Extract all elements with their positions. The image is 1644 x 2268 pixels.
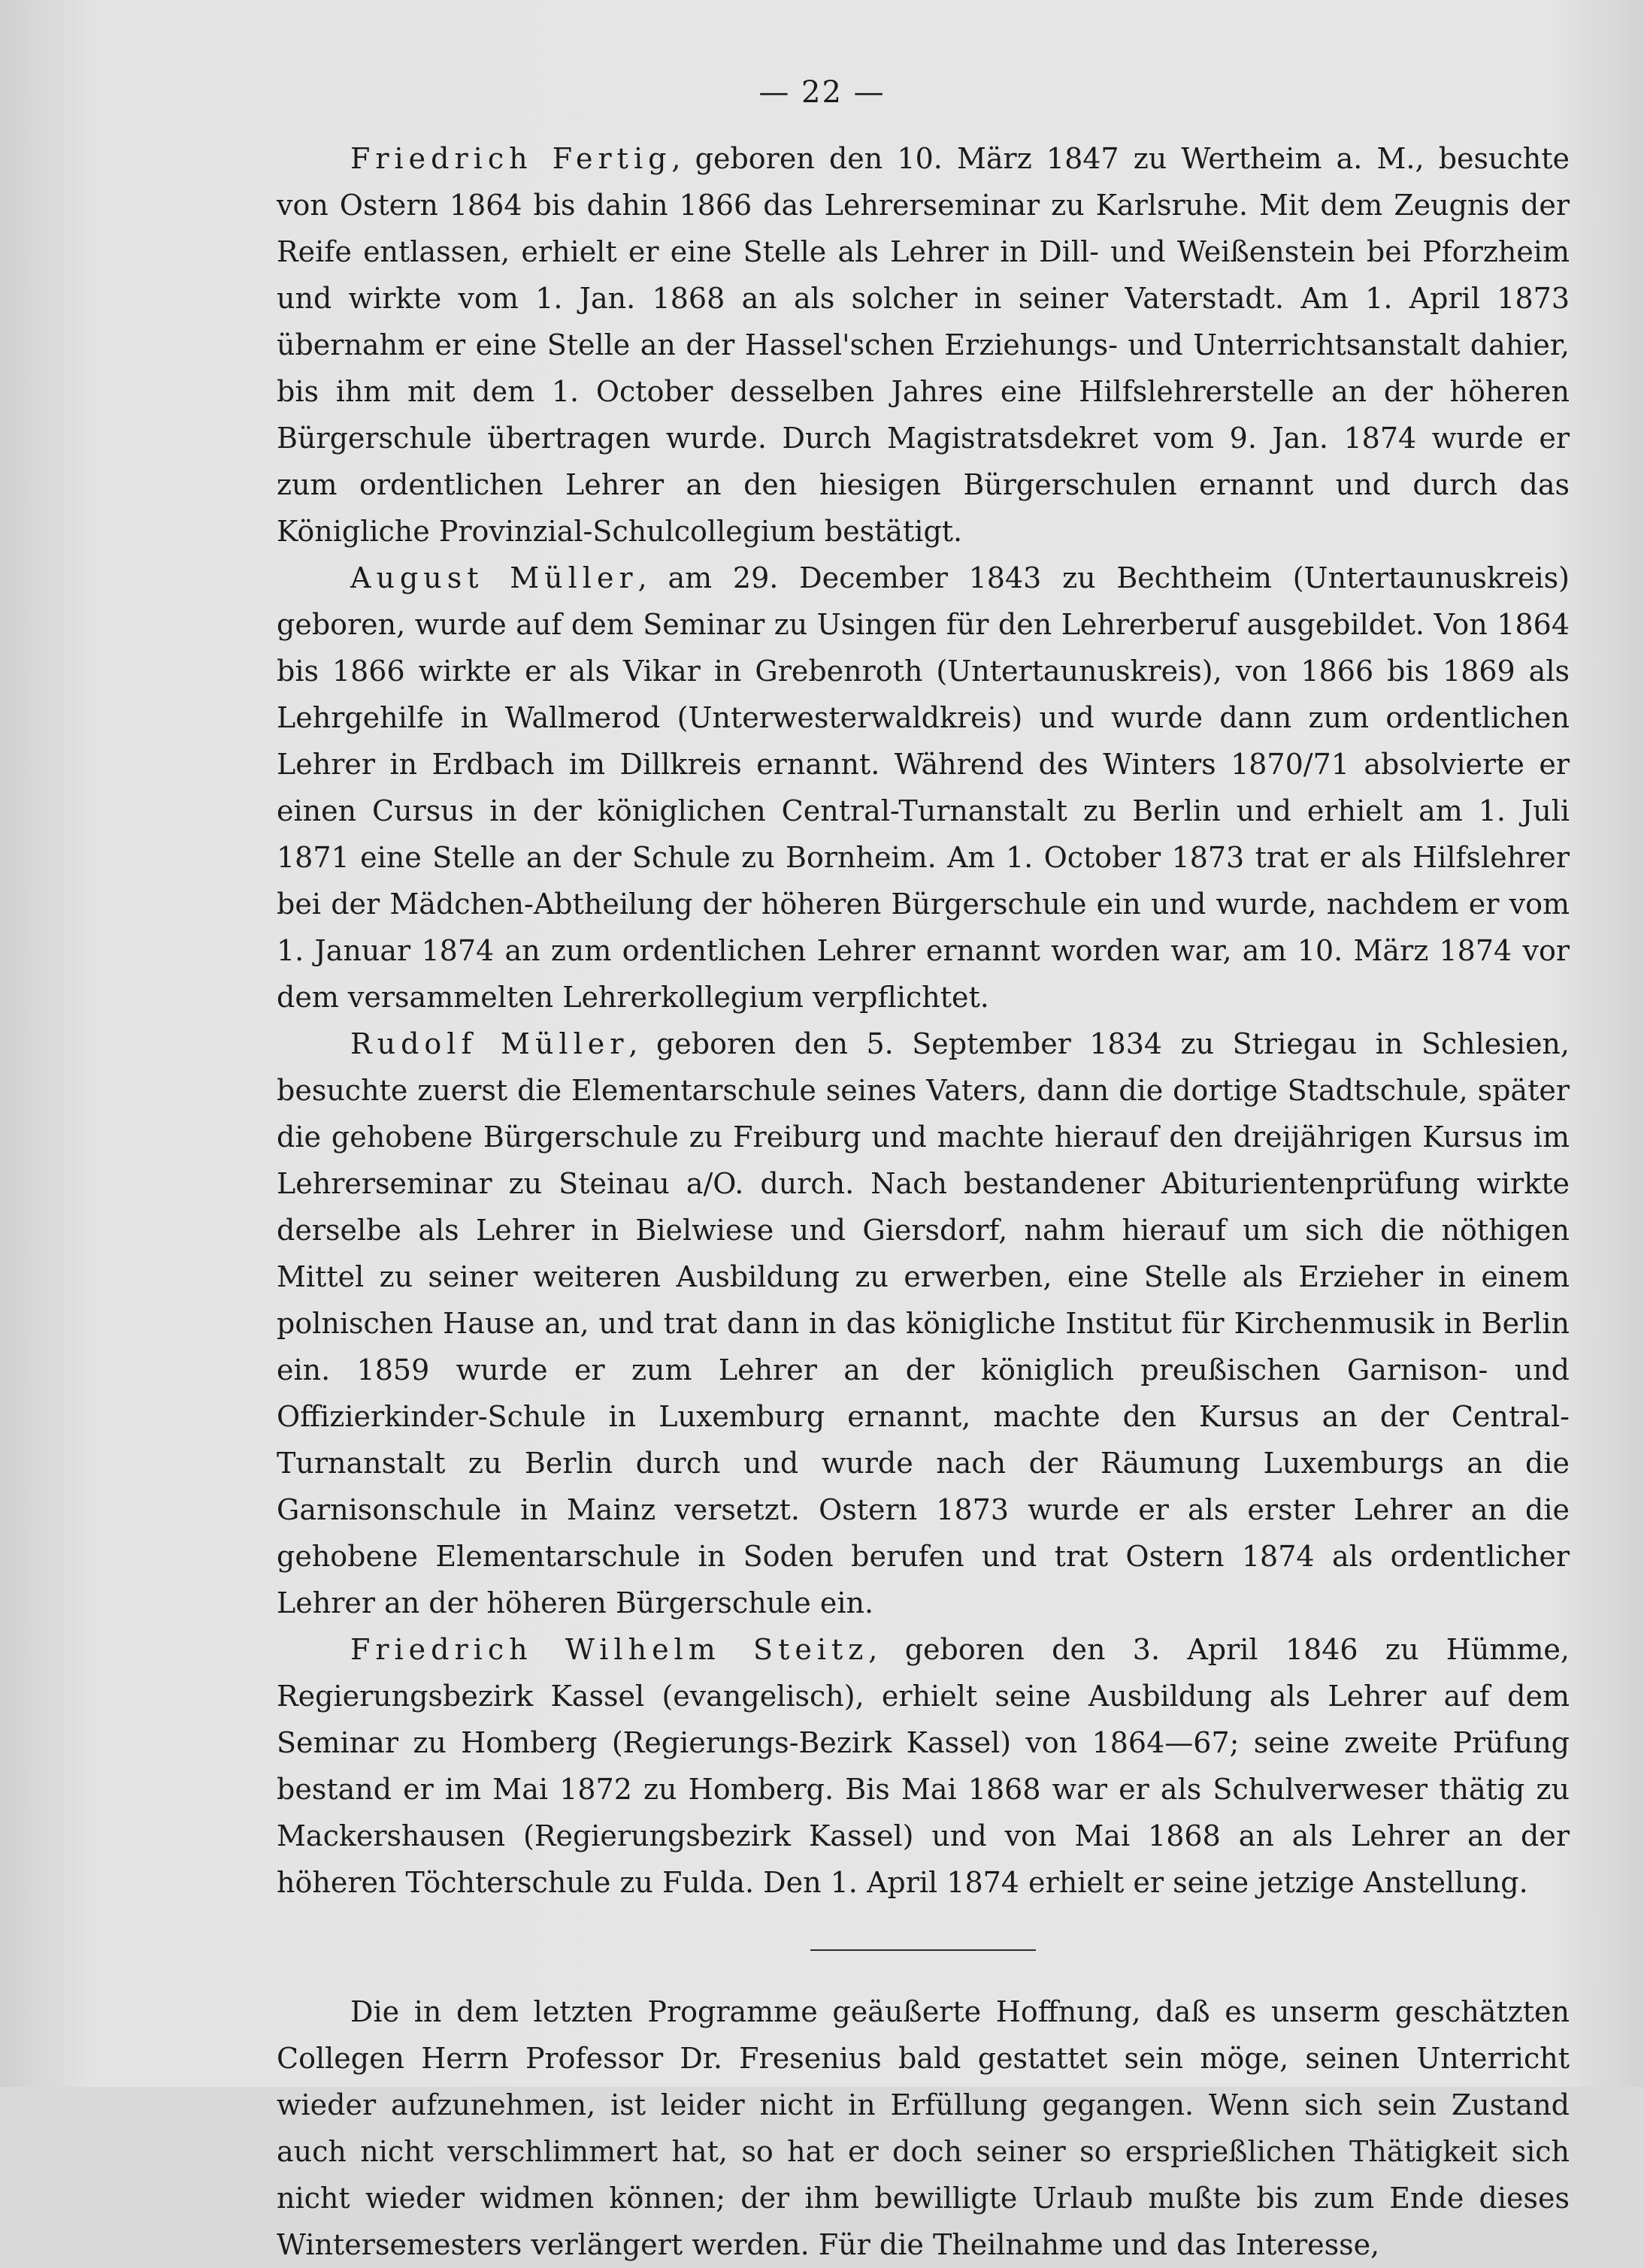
page-number: — 22 — — [758, 75, 886, 110]
biography-paragraph-fertig — [277, 135, 1570, 555]
biography-paragraph-steitz — [277, 1626, 1570, 1906]
biography-text: , geboren den 10. März 1847 zu Wertheim a. M., besuchte von Ostern 1864 bis dahin 1866 das Lehrerseminar zu Karlsruhe. Mit dem Zeugnis der Reife entlassen, erhielt er eine Stelle als Lehrer in Dill- und Weißenstein bei Pforzheim und wirkte vom 1. Jan. 1868 an als solcher in seiner Vaterstadt. Am 1. April 1873 übernahm er eine Stelle an der Hassel'schen Erziehungs- und Unterrichtsanstalt dahier, bis ihm mit dem 1. October desselben Jahres eine Hilfslehrerstelle an der höheren Bürgerschule übertragen wurde. Durch Magistratsdekret vom 9. Jan. 1874 wurde er zum ordentlichen Lehrer an den hiesigen Bürgerschulen ernannt und durch das Königliche Provinzial-Schulcollegium bestätigt. — [277, 142, 1570, 548]
biography-text: , am 29. December 1843 zu Bechtheim (Untertaunuskreis) geboren, wurde auf dem Seminar zu Usingen für den Lehrerberuf ausgebildet. Von 1864 bis 1866 wirkte er als Vikar in Grebenroth (Untertaunuskreis), von 1866 bis 1869 als Lehrgehilfe in Wallmerod (Unterwesterwaldkreis) und wurde dann zum ordentlichen Lehrer in Erdbach im Dillkreis ernannt. Während des Winters 1870/71 absolvierte er einen Cursus in der königlichen Central-Turnanstalt zu Berlin und erhielt am 1. Juli 1871 eine Stelle an der Schule zu Bornheim. Am 1. October 1873 trat er als Hilfslehrer bei der Mädchen-Abtheilung der höheren Bürgerschule ein und wurde, nachdem er vom 1. Januar 1874 an zum ordentlichen Lehrer ernannt worden war, am 10. März 1874 vor dem versammelten Lehrerkollegium verpflichtet. — [277, 561, 1570, 1014]
biography-text: , geboren den 5. September 1834 zu Striegau in Schlesien, besuchte zuerst die Elementarschule seines Vaters, dann die dortige Stadtschule, später die gehobene Bürgerschule zu Freiburg und machte hierauf den dreijährigen Kursus im Lehrerseminar zu Steinau a/O. durch. Nach bestandener Abiturientenprüfung wirkte derselbe als Lehrer in Bielwiese und Giersdorf, nahm hierauf um sich die nöthigen Mittel zu seiner weiteren Ausbildung zu erwerben, eine Stelle als Erzieher in einem polnischen Hause an, und trat dann in das königliche Institut für Kirchenmusik in Berlin ein. 1859 wurde er zum Lehrer an der königlich preußischen Garnison- und Offizierkinder-Schule in Luxemburg ernannt, machte den Kursus an der Central-Turnanstalt zu Berlin durch und wurde nach der Räumung Luxemburgs an die Garnisonschule in Mainz versetzt. Ostern 1873 wurde er als erster Lehrer an die gehobene Elementarschule in Soden berufen und trat Ostern 1874 als ordentlicher Lehrer an der höheren Bürgerschule ein. — [277, 1027, 1570, 1619]
text-body — [277, 135, 1570, 2268]
person-name: August Müller — [350, 561, 638, 594]
person-name: Rudolf Müller — [350, 1027, 629, 1060]
biography-text: , geboren den 3. April 1846 zu Hümme, Regierungsbezirk Kassel (evangelisch), erhielt seine Ausbildung als Lehrer auf dem Seminar zu Homberg (Regierungs-Bezirk Kassel) von 1864—67; seine zweite Prüfung bestand er im Mai 1872 zu Homberg. Bis Mai 1868 war er als Schulverweser thätig zu Mackershausen (Regierungsbezirk Kassel) und von Mai 1868 an als Lehrer an der höheren Töchterschule zu Fulda. Den 1. April 1874 erhielt er seine jetzige Anstellung. — [277, 1633, 1570, 1899]
closing-paragraph: Die in dem letzten Programme geäußerte Hoffnung, daß es unserm geschätzten Collegen Herrn Professor Dr. Fresenius bald gestattet sein möge, seinen Unterricht wieder aufzunehmen, ist leider nicht in Erfüllung gegangen. Wenn sich sein Zustand auch nicht verschlimmert hat, so hat er doch seiner so ersprießlichen Thätigkeit sich nicht wieder widmen können; der ihm bewilligte Urlaub mußte bis zum Ende dieses Wintersemesters verlängert werden. Für die Theilnahme und das Interesse, — [277, 1995, 1570, 2261]
biography-paragraph-rudolf-mueller — [277, 1021, 1570, 1626]
section-divider — [810, 1949, 1036, 1951]
biography-paragraph-august-mueller — [277, 555, 1570, 1021]
person-name: Friedrich Wilhelm Steitz — [350, 1633, 869, 1666]
person-name: Friedrich Fertig — [350, 142, 672, 175]
